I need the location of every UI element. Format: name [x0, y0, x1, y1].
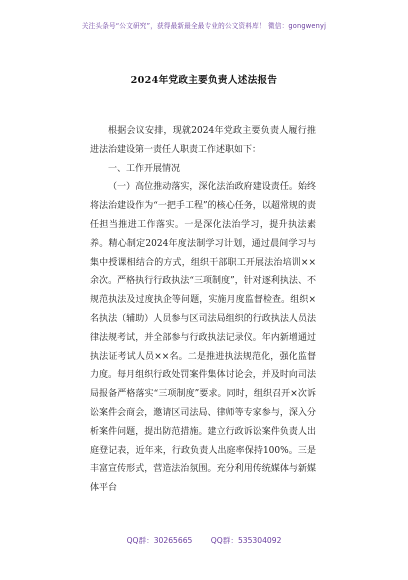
footer-qq-group-1: QQ群：30265665	[126, 536, 193, 545]
footer-qq-group-2: QQ群：535304092	[210, 536, 282, 545]
section-heading: 一、工作开展情况	[108, 163, 181, 174]
paragraph-section-1: （一）高位推动落实，深化法治政府建设责任。始终将法治建设作为“一把手工程”的核心任务，以超常规的责任担当推进工作落实。一是深化法治学习，提升执法素养。精心制定2024年度法制学习计划，通过晨间学习与集中授课相结合的方式，组织干部职工开展法治培训××余次。严格执行行政执法“三项制度”，针对逐利执法、不规范执法及过度执企等问题，实施月度监督检查。组织×名执法（辅助）人员参与区司法局组织的行政执法人员法律法规考试，并全部参与行政执法记录仪。年内新增通过执法证考试人员××名。二是推进执法规范化，强化监督力度。每月组织行政处罚案件集体讨论会，并及时向司法局报备严格落实“三项制度”要求。同时，组织召开×次诉讼案件会商会，邀请区司法局、律师等专家参与，深入分析案件问题，提出防范措施。建立行政诉讼案件负责人出庭登记表，近年来，行政负责人出庭率保持100%。三是丰富宣传形式，营造法治氛围。充分利用传统媒体与新媒体平台	[90, 182, 316, 494]
header-banner: 关注头条号“公文研究”，获得最新最全最专业的公文资料库！ 微信：gongwenyj	[81, 22, 327, 30]
footer-bar	[0, 535, 408, 546]
document-title: 2024年党政主要负责人述法报告	[130, 75, 278, 86]
paragraph-intro: 根据会议安排，现就2024年党政主要负责人履行推进法治建设第一责任人职责工作述职如下：	[90, 126, 316, 155]
document-body	[90, 122, 316, 498]
